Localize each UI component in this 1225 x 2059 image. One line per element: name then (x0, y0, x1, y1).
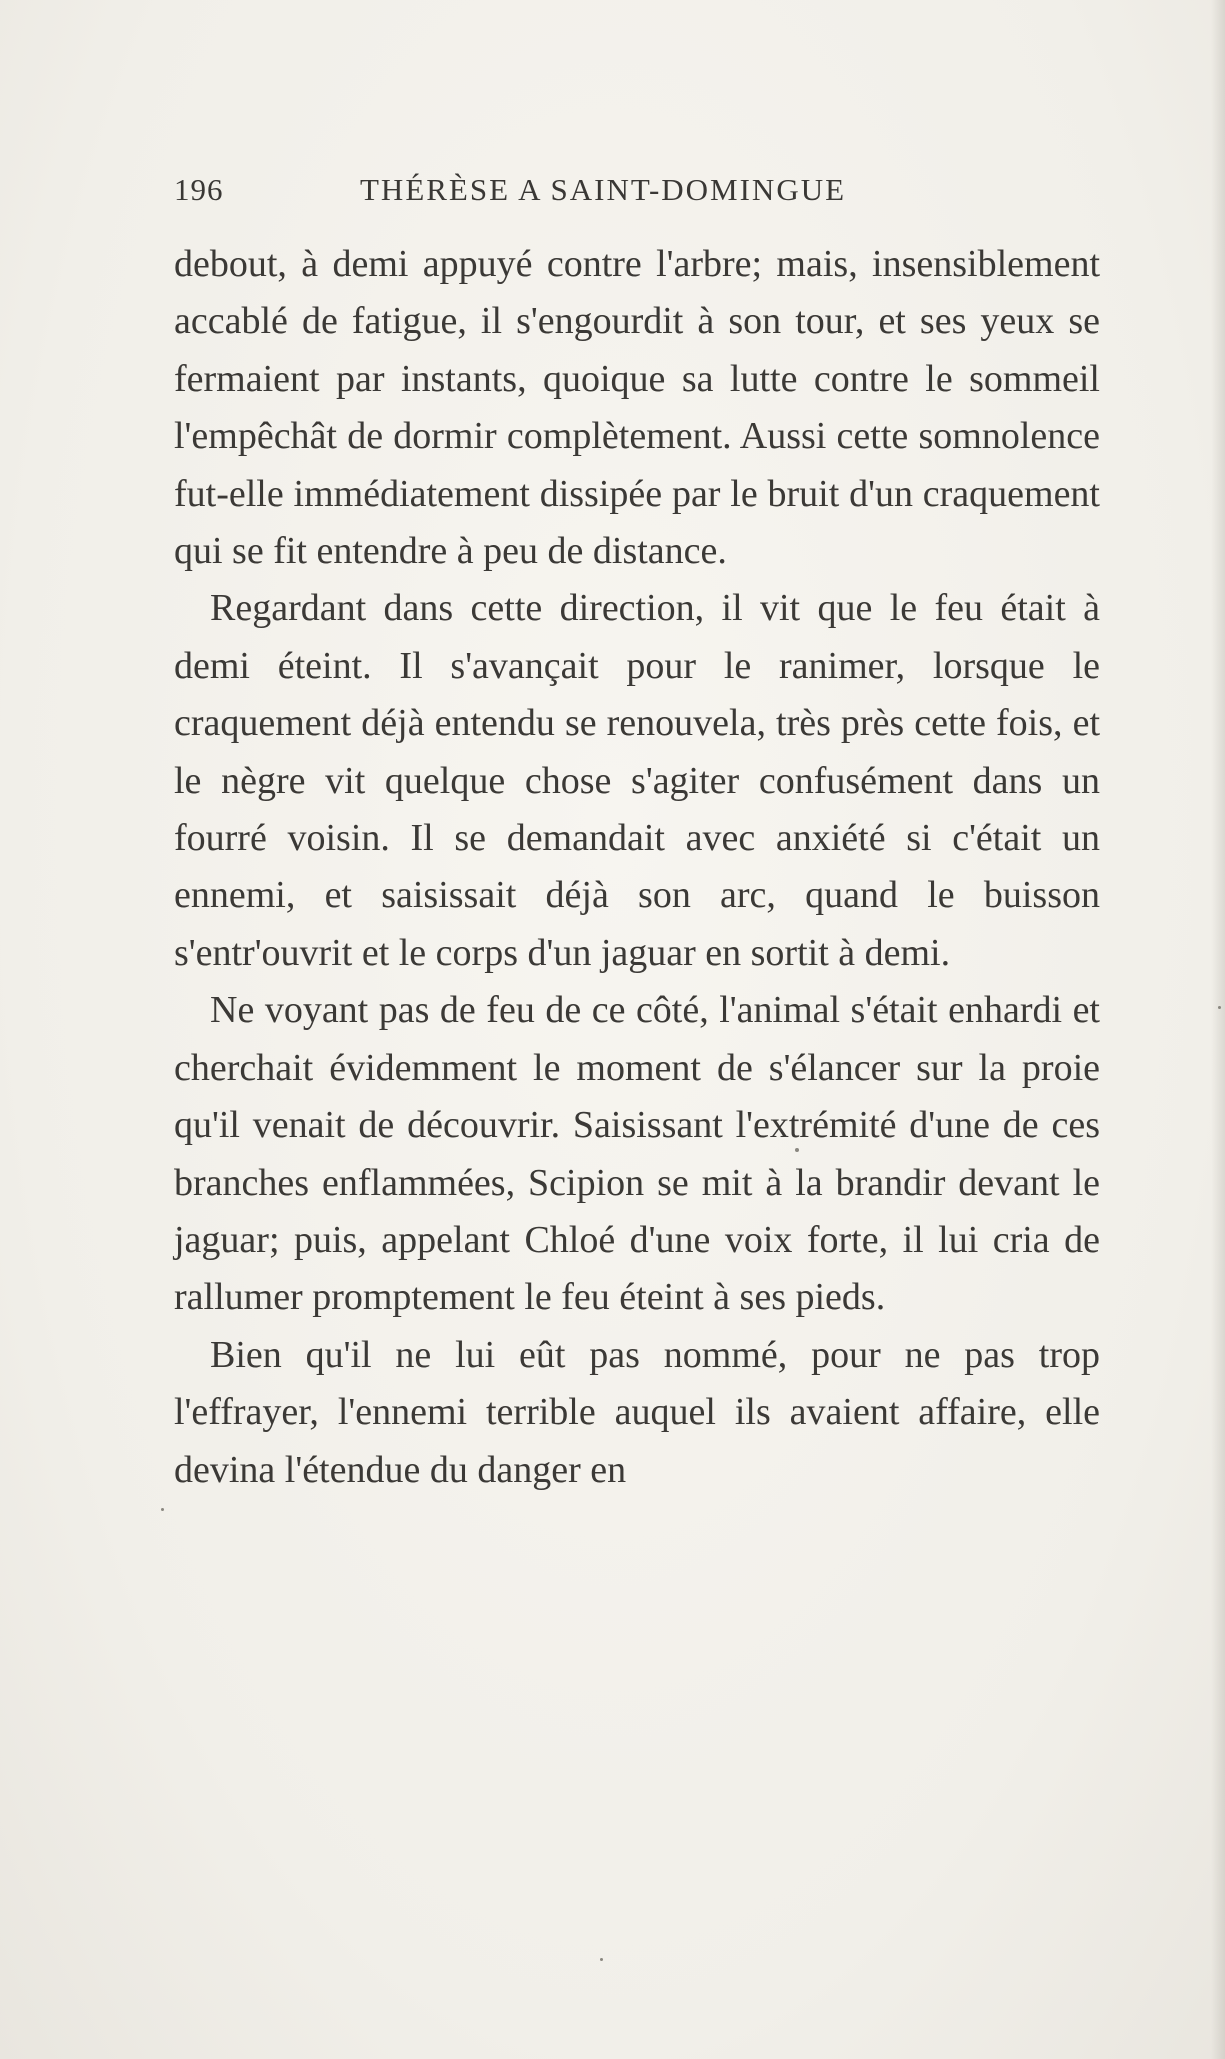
running-title: THÉRÈSE A SAINT-DOMINGUE (360, 172, 847, 207)
body-text (174, 236, 1100, 1499)
paper-speck (1218, 1006, 1221, 1009)
running-head (174, 172, 914, 216)
page-number: 196 (174, 172, 224, 207)
paragraph-4: Bien qu'il ne lui eût pas nommé, pour ne pas trop l'effrayer, l'ennemi terrible auquel ils avaient affaire, elle devina l'étendue du danger en (174, 1333, 1100, 1491)
paper-speck (795, 1148, 799, 1152)
paper-speck (600, 1958, 603, 1961)
paragraph-1: debout, à demi appuyé contre l'arbre; mais, insensiblement accablé de fatigue, il s'engourdit à son tour, et ses yeux se fermaient par instants, quoique sa lutte contre le sommeil l'empêchât de dormir complètement. Aussi cette somnolence fut-elle immédiatement dissipée par le bruit d'un craquement qui se fit entendre à peu de distance. (174, 243, 1100, 573)
paragraph-2: Regardant dans cette direction, il vit que le feu était à demi éteint. Il s'avançait pour le ranimer, lorsque le craquement déjà entendu se renouvela, très près cette fois, et le nègre vit quelque chose s'agiter confusément dans un fourré voisin. Il se demandait avec anxiété si c'était un ennemi, et saisissait déjà son arc, quand le buisson s'entr'ouvrit et le corps d'un jaguar en sortit à demi. (174, 587, 1100, 974)
page-edge-shadow (1211, 0, 1225, 2059)
paper-speck (161, 1508, 164, 1511)
paragraph-3: Ne voyant pas de feu de ce côté, l'animal s'était enhardi et cherchait évidemment le moment de s'élancer sur la proie qu'il venait de découvrir. Saisissant l'extrémité d'une de ces branches enflammées, Scipion se mit à la brandir devant le jaguar; puis, appelant Chloé d'une voix forte, il lui cria de rallumer promptement le feu éteint à ses pieds. (174, 989, 1100, 1319)
